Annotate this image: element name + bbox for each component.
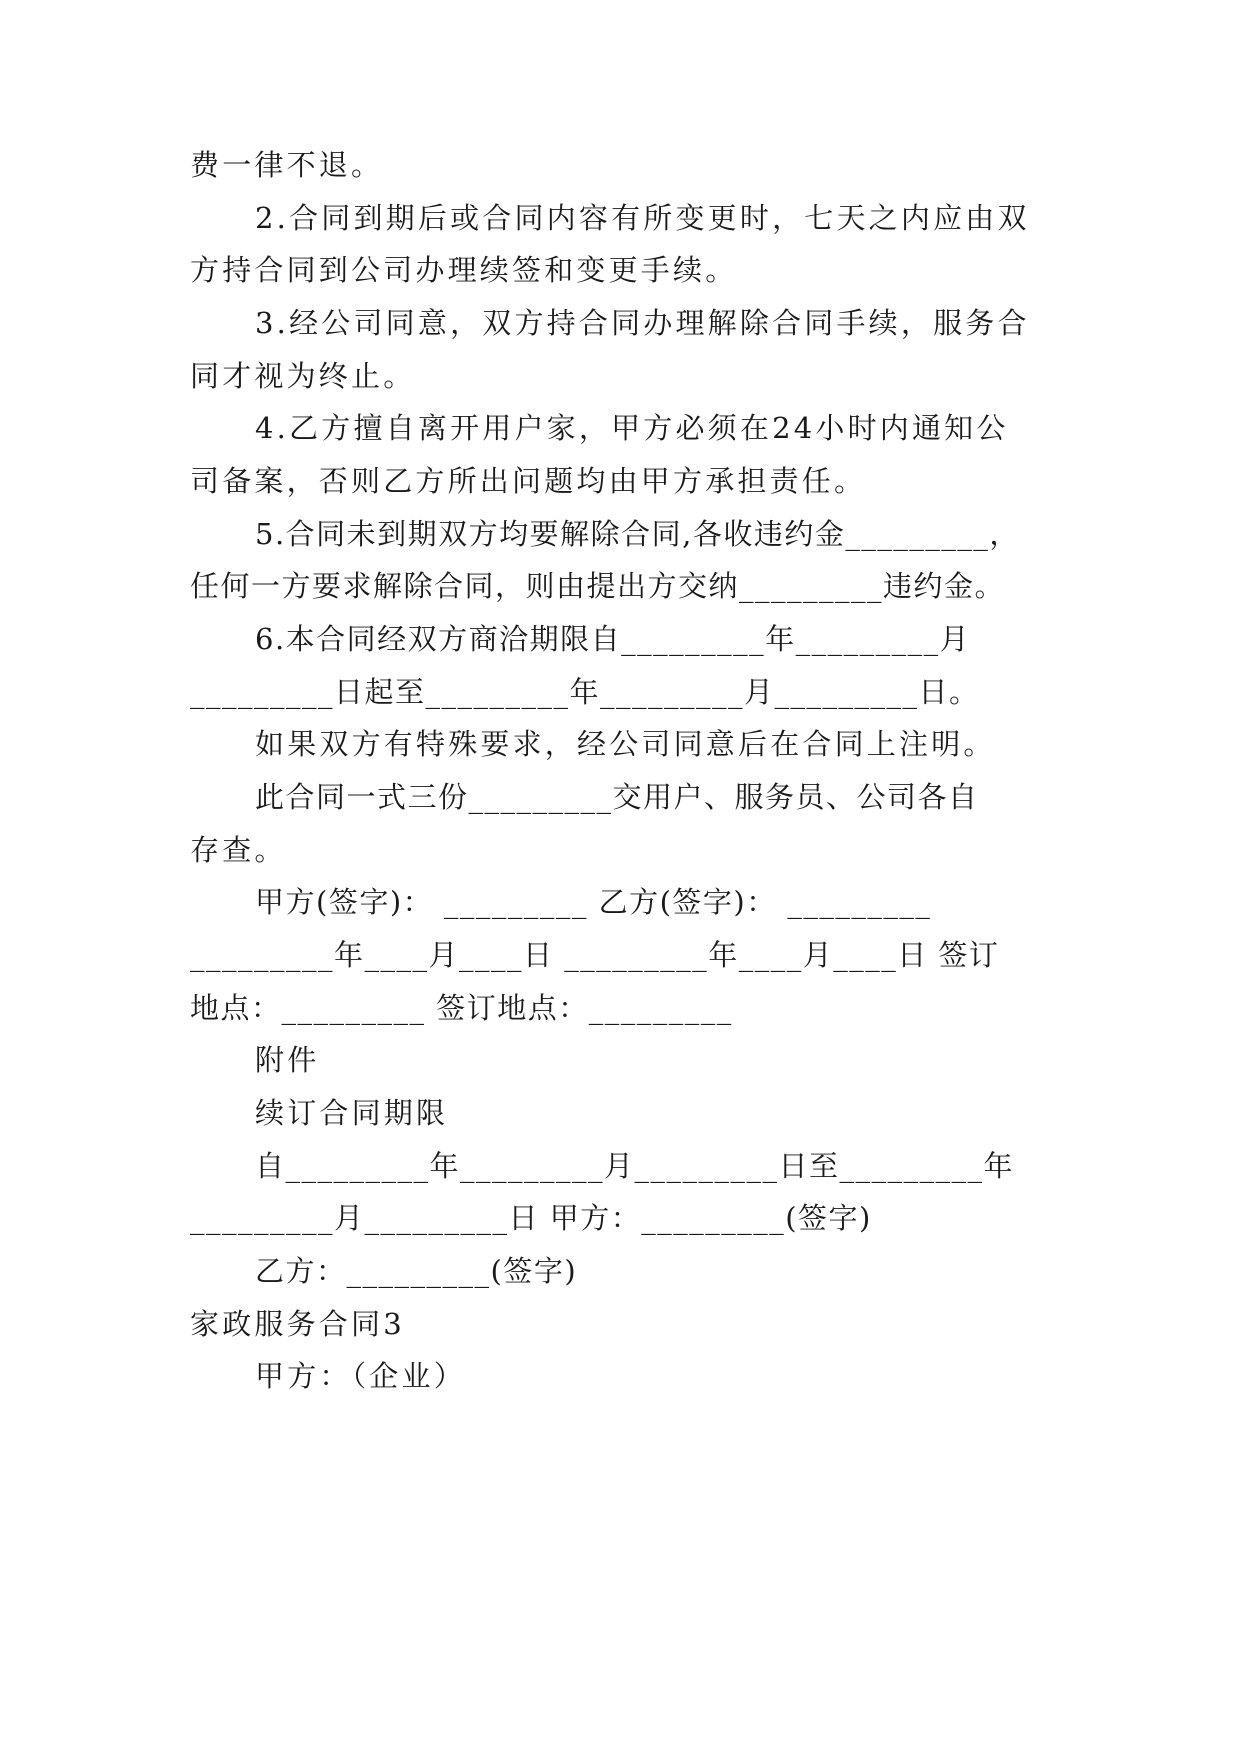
renewal-signature-line: 乙方：_________(签字) (255, 1254, 578, 1288)
text-line: 存查。 (190, 833, 287, 867)
text-line: 如果双方有特殊要求，经公司同意后在合同上注明。 (255, 727, 996, 761)
text-line: 方持合同到公司办理续签和变更手续。 (190, 253, 738, 287)
section-title: 家政服务合同3 (190, 1307, 405, 1341)
text-line: 6.本合同经双方商洽期限自_________年_________月 (255, 622, 971, 656)
text-line: 此合同一式三份_________交用户、服务员、公司各自 (255, 780, 979, 814)
party-a-line: 甲方：（企业） (255, 1359, 466, 1393)
text-line: 5.合同未到期双方均要解除合同,各收违约金_________， (255, 517, 1020, 551)
attachment-heading: 附件 (255, 1043, 320, 1077)
text-line: 4.乙方擅自离开用户家，甲方必须在24小时内通知公 (255, 411, 1009, 445)
text-line: 3.经公司同意，双方持合同办理解除合同手续，服务合 (255, 306, 1030, 340)
location-line: 地点：_________ 签订地点：_________ (190, 991, 733, 1025)
renewal-heading: 续订合同期限 (255, 1096, 449, 1130)
text-line: 任何一方要求解除合同，则由提出方交纳_________违约金。 (190, 569, 1006, 603)
text-line: 司备案，否则乙方所出问题均由甲方承担责任。 (190, 464, 867, 498)
date-line: _________年____月____日 _________年____月____日 签订 (190, 938, 1000, 972)
text-line: 费一律不退。 (190, 148, 384, 182)
text-line: 同才视为终止。 (190, 359, 416, 393)
text-line: 2.合同到期后或合同内容有所变更时，七天之内应由双 (255, 201, 1030, 235)
renewal-period-line: 自_________年_________月_________日至_________年 (255, 1149, 1015, 1183)
renewal-period-line: _________月_________日 甲方：_________(签字) (190, 1201, 872, 1235)
text-line: _________日起至_________年_________月_________日。 (190, 675, 980, 709)
signature-line: 甲方(签字)： _________ 乙方(签字)： _________ (255, 885, 932, 919)
